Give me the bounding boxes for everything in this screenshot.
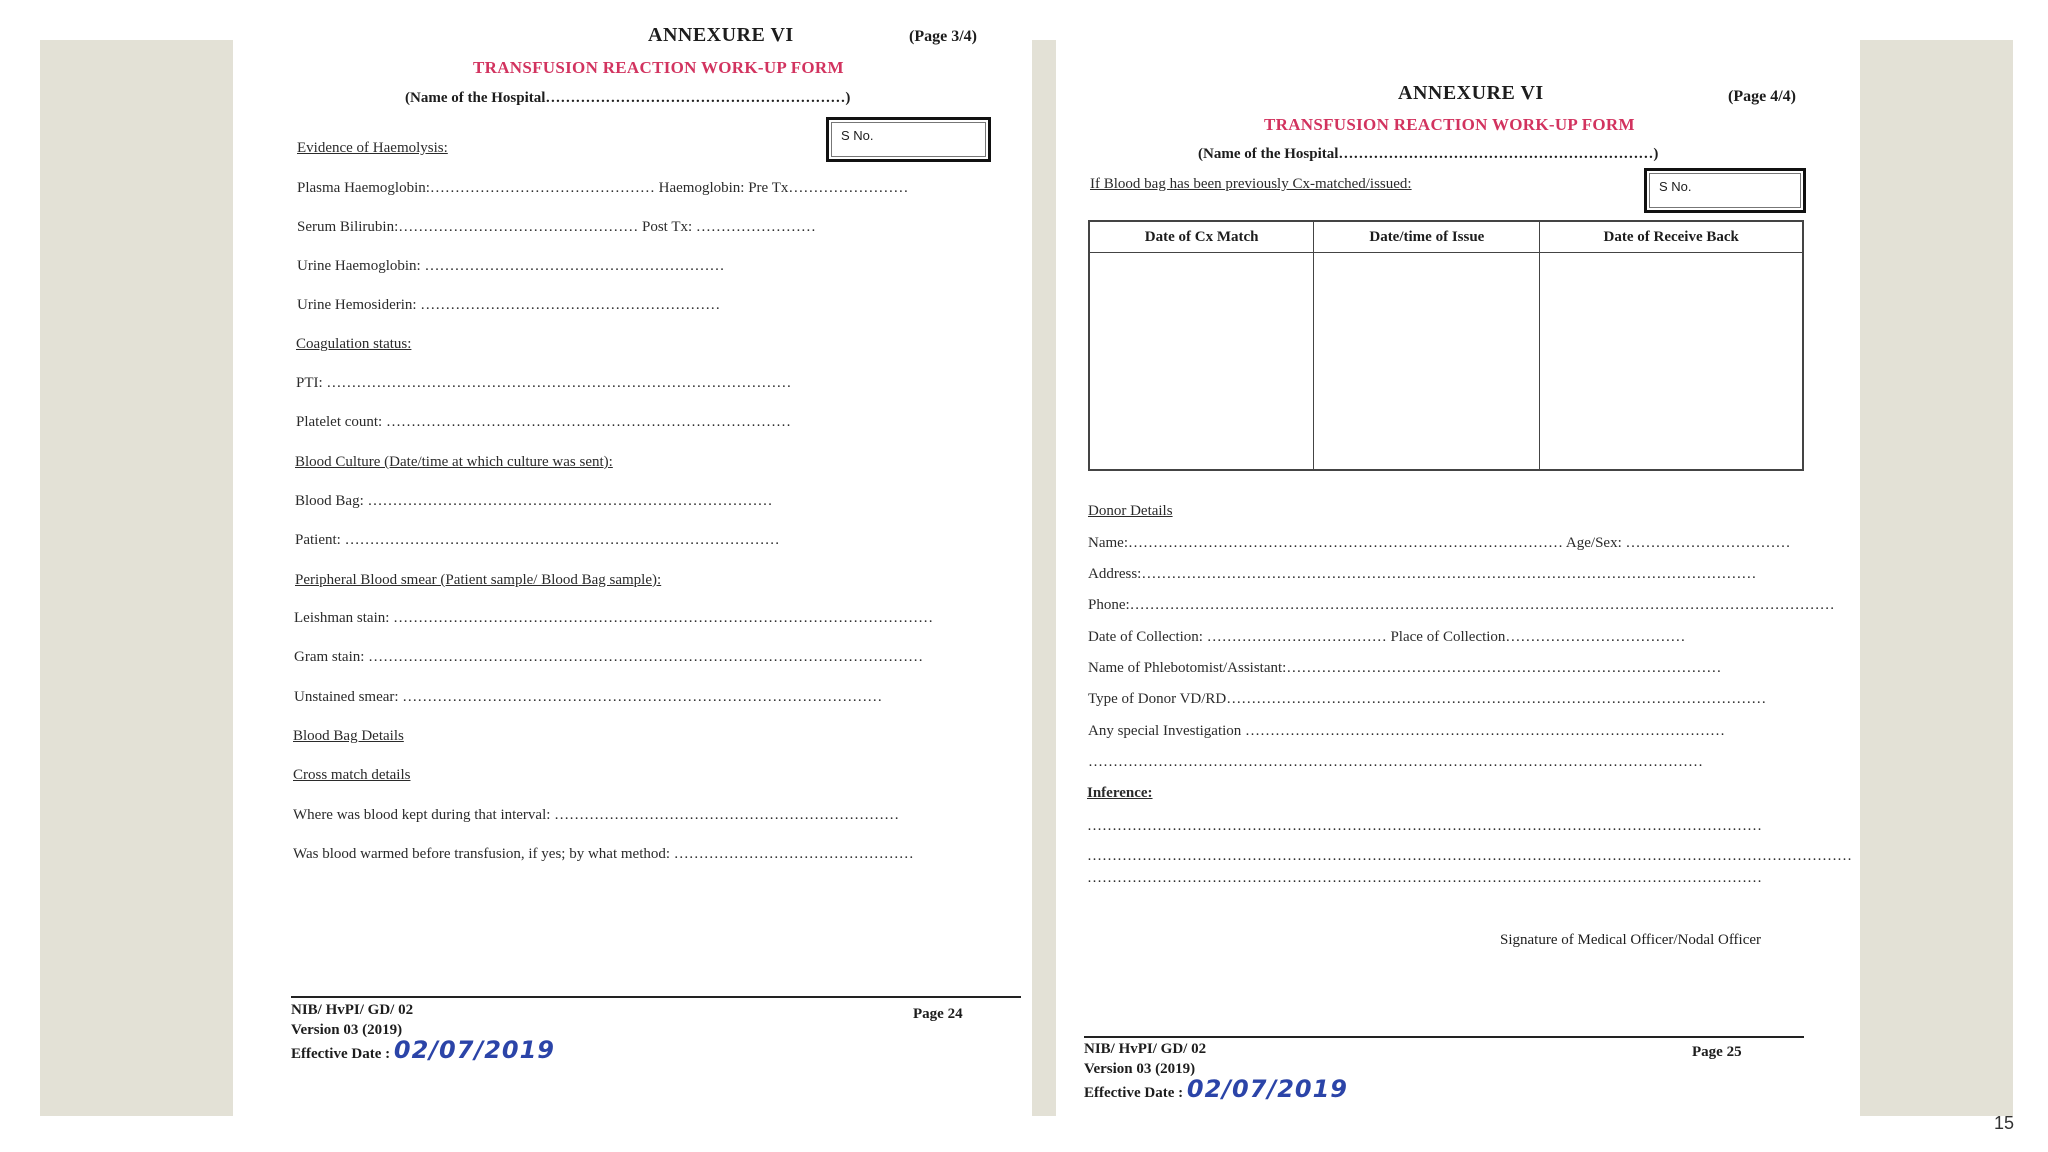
footer-version: Version 03 (2019) — [1084, 1061, 1196, 1077]
pti-field: PTI: ………………………………………………………………………………… — [296, 375, 792, 391]
col-date-time-of-issue: Date/time of Issue — [1314, 221, 1540, 253]
footer-doc-code: NIB/ HvPI/ GD/ 02 — [291, 1002, 414, 1018]
footer-block — [1084, 1039, 1348, 1103]
peripheral-smear-heading: Peripheral Blood smear (Patient sample/ Blood Bag sample): — [295, 572, 662, 588]
phlebotomist-field: Name of Phlebotomist/Assistant:…………………………………………………………………………… — [1088, 660, 1722, 676]
hospital-name-line: (Name of the Hospital………………………………………………………) — [1198, 146, 1659, 162]
leishman-stain-field: Leishman stain: ……………………………………………………………………………………………… — [294, 610, 934, 626]
serum-bilirubin-field: Serum Bilirubin:………………………………………… Post Tx: …………………… — [297, 219, 816, 235]
footer-rule — [291, 996, 1021, 998]
annexure-title: ANNEXURE VI — [648, 24, 794, 46]
handwritten-date: 02/07/2019 — [1186, 1075, 1348, 1103]
gram-stain-field: Gram stain: ………………………………………………………………………………………………… — [294, 649, 924, 665]
blood-bag-details-heading: Blood Bag Details — [293, 728, 404, 744]
form-title: TRANSFUSION REACTION WORK-UP FORM — [1264, 115, 1635, 134]
urine-hemosiderin-field: Urine Hemosiderin: …………………………………………………… — [297, 297, 721, 313]
middle-gutter-band — [1032, 40, 1056, 1116]
form-page-4 — [1056, 0, 1860, 1152]
serial-number-box — [1644, 168, 1806, 213]
previously-cx-matched-heading: If Blood bag has been previously Cx-matched/issued: — [1090, 176, 1412, 192]
table-row — [1089, 253, 1803, 471]
donor-details-heading: Donor Details — [1088, 503, 1173, 519]
table-cell — [1540, 253, 1803, 471]
footer-doc-code: NIB/ HvPI/ GD/ 02 — [1084, 1041, 1207, 1057]
form-title: TRANSFUSION REACTION WORK-UP FORM — [473, 58, 844, 77]
slide-number: 15 — [1993, 1113, 2014, 1133]
serial-number-box — [826, 117, 991, 162]
serial-number-label: S No. — [841, 128, 874, 143]
left-margin-band — [40, 40, 233, 1116]
donor-phone-field: Phone:…………………………………………………………………………………………………………………………… — [1088, 597, 1835, 613]
unstained-smear-field: Unstained smear: …………………………………………………………………………………… — [294, 689, 883, 705]
plasma-haemoglobin-field: Plasma Haemoglobin:……………………………………… Haemoglobin: Pre Tx…………………… — [297, 180, 909, 196]
donor-name-field: Name:…………………………………………………………………………… Age/Sex: …………………………… — [1088, 535, 1791, 551]
table-cell — [1314, 253, 1540, 471]
inference-heading: Inference: — [1087, 785, 1153, 801]
signature-line: Signature of Medical Officer/Nodal Officer — [1500, 932, 1762, 948]
donor-type-field: Type of Donor VD/RD……………………………………………………………………………………………… — [1088, 691, 1767, 707]
inference-line-3: ……………………………………………………………………………………………………………………… — [1087, 870, 1762, 886]
footer-effective-date — [291, 1036, 555, 1064]
footer-page-number: Page 24 — [913, 1006, 963, 1022]
platelet-count-field: Platelet count: ……………………………………………………………………… — [296, 414, 791, 430]
page-reference: (Page 4/4) — [1728, 88, 1796, 105]
special-investigation-continuation: …………………………………………………………………………………………………………… — [1088, 754, 1703, 770]
blood-bag-culture-field: Blood Bag: ……………………………………………………………………… — [295, 493, 773, 509]
form-page-3 — [233, 0, 1032, 1152]
coagulation-status-heading: Coagulation status: — [296, 336, 412, 352]
annexure-title: ANNEXURE VI — [1398, 82, 1544, 104]
donor-address-field: Address:…………………………………………………………………………………………………………… — [1088, 566, 1757, 582]
patient-culture-field: Patient: …………………………………………………………………………… — [295, 532, 780, 548]
urine-haemoglobin-field: Urine Haemoglobin: …………………………………………………… — [297, 258, 725, 274]
serial-number-label: S No. — [1659, 179, 1692, 194]
footer-version: Version 03 (2019) — [291, 1022, 403, 1038]
right-margin-band — [1860, 40, 2013, 1116]
col-date-of-receive-back: Date of Receive Back — [1540, 221, 1803, 253]
page-reference: (Page 3/4) — [909, 28, 977, 45]
blood-warmed-field: Was blood warmed before transfusion, if yes; by what method: ………………………………………… — [293, 846, 914, 862]
inference-line-2: ……………………………………………………………………………………………………………………………………… — [1087, 848, 1852, 864]
effective-date-label: Effective Date : — [291, 1046, 391, 1062]
collection-field: Date of Collection: ……………………………… Place of Collection……………………………… — [1088, 629, 1686, 645]
effective-date-label: Effective Date : — [1084, 1085, 1184, 1101]
footer-block — [291, 1000, 555, 1064]
col-date-of-cx-match: Date of Cx Match — [1089, 221, 1314, 253]
evidence-of-haemolysis-heading: Evidence of Haemolysis: — [297, 140, 448, 156]
cx-match-table — [1088, 220, 1804, 471]
table-header-row — [1089, 221, 1803, 253]
blood-kept-interval-field: Where was blood kept during that interval: …………………………………………………………… — [293, 807, 900, 823]
cross-match-details-heading: Cross match details — [293, 767, 411, 783]
hospital-name-line: (Name of the Hospital……………………………………………………) — [405, 90, 851, 106]
table-cell — [1089, 253, 1314, 471]
footer-page-number: Page 25 — [1692, 1044, 1742, 1060]
inference-line-1: ……………………………………………………………………………………………………………………… — [1087, 818, 1762, 834]
handwritten-date: 02/07/2019 — [393, 1036, 555, 1064]
blood-culture-heading: Blood Culture (Date/time at which culture was sent): — [295, 454, 613, 470]
footer-effective-date — [1084, 1075, 1348, 1103]
footer-rule — [1084, 1036, 1804, 1038]
special-investigation-field: Any special Investigation …………………………………………………………………………………… — [1088, 723, 1726, 739]
